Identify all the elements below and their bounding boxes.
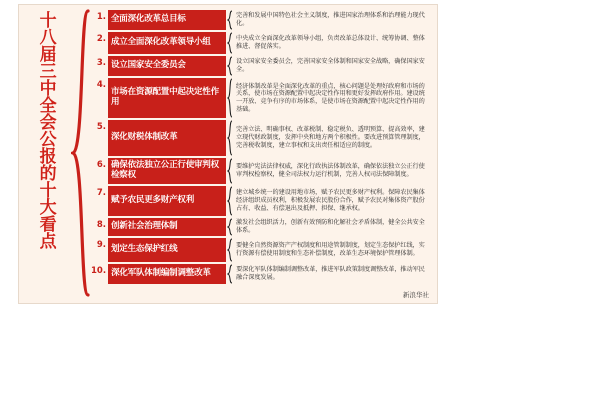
key-points-list: [91, 5, 437, 303]
item-detail: 中央成立全面深化改革领导小组，负责改革总体设计、统筹协调、整体推进、督促落实。: [236, 35, 425, 50]
list-item[interactable]: [91, 158, 431, 184]
brace-icon: [71, 9, 91, 297]
item-detail: 要深化军队体制编制调整改革，推进军队政策制度调整改革，推动军民融合深度发展。: [236, 266, 425, 281]
list-item[interactable]: [91, 120, 431, 156]
page-title: 十八届三中全会公报的十大看点: [35, 11, 56, 249]
item-detail: 要健全自然资源资产产权制度和用途管制制度，划定生态保护红线，实行资源有偿使用制度和生态补偿制度，改革生态环境保护管理体制。: [236, 242, 425, 257]
list-item[interactable]: [91, 56, 431, 76]
large-brace-decoration: [71, 5, 91, 303]
item-detail: 建立城乡统一的建设用地市场，赋予农民更多财产权利。保障农民集体经济组织成员权利，积极发展农民股份合作，赋予农民对集体资产股份占有、收益、有偿退出及抵押、担保、继承权。: [236, 189, 425, 212]
poster-title-column: [19, 5, 71, 303]
item-headline: 市场在资源配置中起决定性作用: [108, 78, 226, 118]
item-number: 1.: [96, 12, 106, 22]
item-number: 3.: [96, 58, 106, 68]
mini-brace-icon: [226, 158, 234, 184]
item-detail: 完善和发展中国特色社会主义制度，推进国家治理体系和治理能力现代化。: [236, 12, 425, 27]
list-item[interactable]: [91, 186, 431, 216]
mini-brace-icon: [226, 32, 234, 54]
item-headline: 划定生态保护红线: [108, 238, 226, 262]
item-number: 9.: [96, 240, 106, 250]
list-item[interactable]: [91, 32, 431, 54]
mini-brace-icon: [226, 218, 234, 236]
item-number: 4.: [96, 80, 106, 90]
poster-container: [18, 4, 438, 304]
item-number: 2.: [96, 34, 106, 44]
mini-brace-icon: [226, 56, 234, 76]
item-headline: 深化财税体制改革: [108, 120, 226, 156]
mini-brace-icon: [226, 186, 234, 216]
list-item[interactable]: [91, 264, 431, 284]
mini-brace-icon: [226, 238, 234, 262]
item-headline: 设立国家安全委员会: [108, 56, 226, 76]
item-headline: 成立全面深化改革领导小组: [108, 32, 226, 54]
item-headline: 创新社会治理体制: [108, 218, 226, 236]
list-item[interactable]: [91, 10, 431, 30]
mini-brace-icon: [226, 78, 234, 118]
list-item[interactable]: [91, 238, 431, 262]
item-detail: 设立国家安全委员会，完善国家安全体制和国家安全战略，确保国家安全。: [236, 58, 425, 73]
list-item[interactable]: [91, 218, 431, 236]
mini-brace-icon: [226, 10, 234, 30]
credit-label: 新浪华社: [403, 291, 429, 299]
item-number: 10.: [91, 266, 107, 276]
mini-brace-icon: [226, 120, 234, 156]
item-headline: 确保依法独立公正行使审判权检察权: [108, 158, 226, 184]
item-number: 6.: [96, 160, 106, 170]
item-headline: 深化军队体制编制调整改革: [108, 264, 226, 284]
item-number: 8.: [96, 220, 106, 230]
item-detail: 经济体制改革是全面深化改革的重点，核心问题是处理好政府和市场的关系，使市场在资源配置中起决定性作用和更好发挥政府作用。建设统一开放、竞争有序的市场体系，是使市场在资源配置中起决定性作用的基础。: [236, 82, 425, 113]
item-headline: 赋予农民更多财产权利: [108, 186, 226, 216]
item-detail: 激发社会组织活力，创新有效预防和化解社会矛盾体制，健全公共安全体系。: [236, 219, 425, 234]
item-detail: 要维护宪法法律权威，深化行政执法体制改革，确保依法独立公正行使审判权检察权，健全司法权力运行机制，完善人权司法保障制度。: [236, 163, 425, 178]
item-number: 7.: [96, 188, 106, 198]
mini-brace-icon: [226, 264, 234, 284]
list-item[interactable]: [91, 78, 431, 118]
item-headline: 全面深化改革总目标: [108, 10, 226, 30]
item-detail: 完善立法、明确事权、改革税制、稳定税负、透明预算、提高效率，建立现代财政制度，发挥中央和地方两个积极性。要改进预算管理制度，完善税收制度，建立事权和支出责任相适应的制度。: [236, 126, 425, 149]
item-number: 5.: [96, 122, 106, 132]
